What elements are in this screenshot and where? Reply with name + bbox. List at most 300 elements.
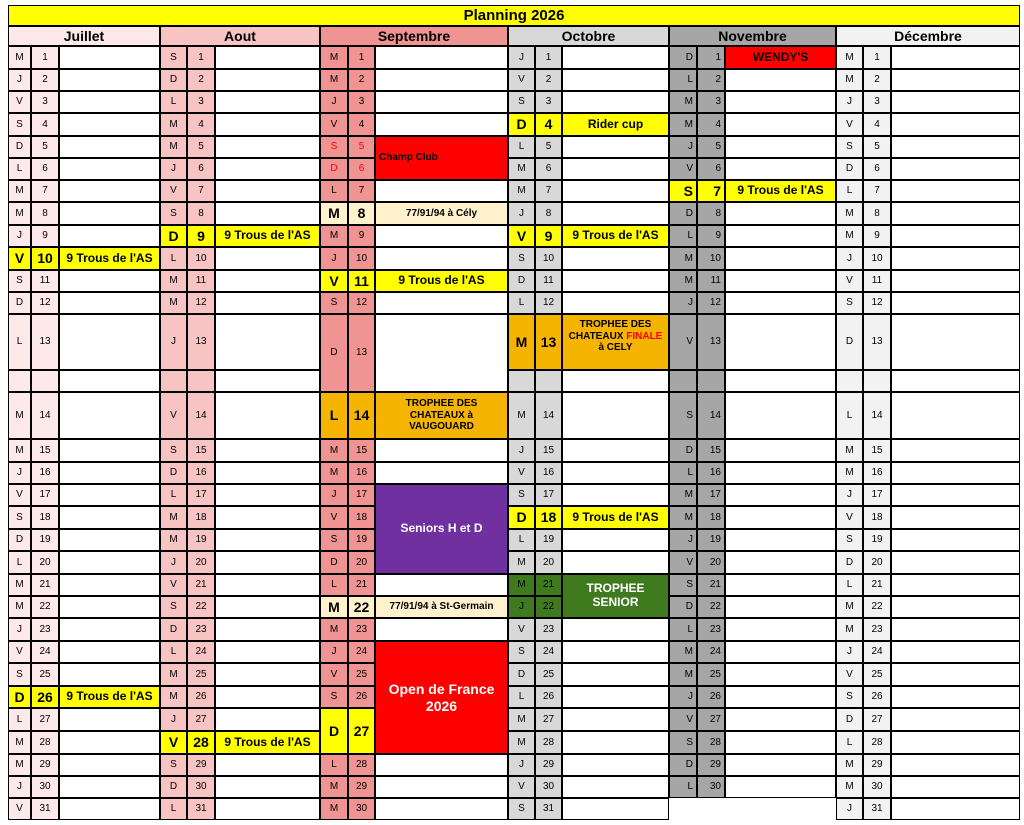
day-number-cell: 5 <box>535 136 562 158</box>
empty-event-cell <box>59 574 160 596</box>
day-number-cell: 27 <box>31 708 59 731</box>
empty-event-cell <box>891 202 1020 225</box>
empty-event-cell <box>725 91 836 113</box>
empty-event-cell <box>59 113 160 136</box>
day-number-cell: 2 <box>31 69 59 91</box>
day-number-cell: 8 <box>535 202 562 225</box>
weekday-cell: D <box>836 551 863 574</box>
weekday-cell: J <box>836 91 863 113</box>
weekday-cell: S <box>836 292 863 314</box>
weekday-cell: V <box>508 618 535 641</box>
day-number-cell: 6 <box>31 158 59 180</box>
empty-event-cell <box>562 202 669 225</box>
day-number-cell: 13 <box>697 314 725 370</box>
empty-event-cell <box>215 798 320 820</box>
day-number-cell: 12 <box>348 292 375 314</box>
empty-event-cell <box>891 113 1020 136</box>
empty-event-cell <box>725 247 836 270</box>
event-cell[interactable]: TROPHEE DES CHATEAUX à VAUGOUARD <box>375 392 508 439</box>
weekday-cell: L <box>669 776 697 798</box>
day-number-cell: 31 <box>535 798 562 820</box>
weekday-cell: S <box>160 596 187 618</box>
empty-event-cell <box>891 776 1020 798</box>
day-number-cell: 30 <box>31 776 59 798</box>
weekday-cell: V <box>320 663 348 686</box>
day-number-cell: 9 <box>348 225 375 247</box>
weekday-cell: V <box>836 506 863 529</box>
weekday-cell: V <box>508 462 535 484</box>
weekday-cell: M <box>8 439 31 462</box>
day-number-cell: 8 <box>697 202 725 225</box>
day-number-cell: 10 <box>535 247 562 270</box>
weekday-cell: L <box>8 158 31 180</box>
empty-event-cell <box>59 392 160 439</box>
weekday-cell: M <box>8 46 31 69</box>
day-number-cell: 25 <box>187 663 215 686</box>
day-number-cell: 1 <box>187 46 215 69</box>
day-number-cell: 10 <box>697 247 725 270</box>
weekday-cell: J <box>8 776 31 798</box>
empty-event-cell <box>891 754 1020 776</box>
weekday-cell: J <box>8 618 31 641</box>
day-number-cell: 18 <box>187 506 215 529</box>
weekday-cell: M <box>320 798 348 820</box>
day-number-cell: 23 <box>187 618 215 641</box>
day-number-cell: 20 <box>348 551 375 574</box>
weekday-cell: V <box>8 484 31 506</box>
empty-event-cell <box>215 439 320 462</box>
event-cell[interactable]: 9 Trous de l'AS <box>562 225 669 247</box>
empty-event-cell <box>562 618 669 641</box>
weekday-cell: S <box>160 46 187 69</box>
day-number-cell: 9 <box>31 225 59 247</box>
day-number-cell: 14 <box>31 392 59 439</box>
empty-event-cell <box>215 392 320 439</box>
day-number-cell: 30 <box>535 776 562 798</box>
weekday-cell: V <box>669 158 697 180</box>
empty-event-cell <box>215 202 320 225</box>
weekday-cell: D <box>508 506 535 529</box>
day-number-cell: 11 <box>187 270 215 292</box>
empty-event-cell <box>375 113 508 136</box>
weekday-cell: L <box>160 798 187 820</box>
day-number-cell: 11 <box>863 270 891 292</box>
weekday-cell: S <box>508 484 535 506</box>
empty-event-cell <box>562 439 669 462</box>
weekday-cell: V <box>160 731 187 754</box>
day-number-cell: 14 <box>187 392 215 439</box>
event-cell[interactable]: 9 Trous de l'AS <box>59 686 160 708</box>
empty-event-cell <box>891 529 1020 551</box>
weekday-cell: M <box>508 392 535 439</box>
weekday-cell: D <box>160 225 187 247</box>
weekday-cell: M <box>508 314 535 370</box>
event-cell[interactable]: Seniors H et D <box>375 484 508 574</box>
day-number-cell: 7 <box>187 180 215 202</box>
day-number-cell: 4 <box>863 113 891 136</box>
day-number-cell: 25 <box>535 663 562 686</box>
spacer-cell <box>508 370 535 392</box>
day-number-cell: 21 <box>535 574 562 596</box>
weekday-cell: J <box>508 439 535 462</box>
empty-event-cell <box>59 46 160 69</box>
weekday-cell: S <box>836 529 863 551</box>
weekday-cell: L <box>836 731 863 754</box>
weekday-cell: D <box>669 46 697 69</box>
weekday-cell: M <box>508 158 535 180</box>
empty-event-cell <box>375 225 508 247</box>
empty-event-cell <box>59 798 160 820</box>
weekday-cell: S <box>320 136 348 158</box>
weekday-cell: M <box>836 618 863 641</box>
event-cell[interactable]: 77/91/94 à Cély <box>375 202 508 225</box>
day-number-cell: 11 <box>535 270 562 292</box>
day-number-cell: 11 <box>348 270 375 292</box>
weekday-cell: J <box>508 596 535 618</box>
weekday-cell: J <box>508 46 535 69</box>
weekday-cell: D <box>160 618 187 641</box>
day-number-cell: 15 <box>535 439 562 462</box>
day-number-cell: 21 <box>697 574 725 596</box>
empty-event-cell <box>725 686 836 708</box>
spacer-cell <box>669 370 697 392</box>
empty-event-cell <box>375 69 508 91</box>
weekday-cell: D <box>508 113 535 136</box>
empty-event-cell <box>562 798 669 820</box>
weekday-cell: L <box>320 754 348 776</box>
weekday-cell: M <box>508 551 535 574</box>
weekday-cell: L <box>508 529 535 551</box>
day-number-cell: 16 <box>31 462 59 484</box>
day-number-cell: 20 <box>535 551 562 574</box>
day-number-cell: 27 <box>348 708 375 754</box>
empty-event-cell <box>725 113 836 136</box>
weekday-cell: J <box>160 158 187 180</box>
day-number-cell: 6 <box>535 158 562 180</box>
day-number-cell: 29 <box>535 754 562 776</box>
event-cell[interactable]: 9 Trous de l'AS <box>59 247 160 270</box>
empty-event-cell <box>891 158 1020 180</box>
weekday-cell: D <box>320 158 348 180</box>
day-number-cell: 25 <box>348 663 375 686</box>
weekday-cell: S <box>669 731 697 754</box>
weekday-cell: S <box>669 180 697 202</box>
weekday-cell: M <box>320 46 348 69</box>
empty-event-cell <box>215 158 320 180</box>
day-number-cell: 6 <box>187 158 215 180</box>
day-number-cell: 22 <box>31 596 59 618</box>
day-number-cell: 1 <box>863 46 891 69</box>
empty-event-cell <box>562 776 669 798</box>
empty-event-cell <box>215 46 320 69</box>
day-number-cell: 3 <box>535 91 562 113</box>
weekday-cell: L <box>508 686 535 708</box>
day-number-cell: 3 <box>187 91 215 113</box>
empty-event-cell <box>59 506 160 529</box>
day-number-cell: 3 <box>31 91 59 113</box>
empty-event-cell <box>562 247 669 270</box>
weekday-cell: L <box>836 392 863 439</box>
day-number-cell: 27 <box>187 708 215 731</box>
weekday-cell: J <box>836 484 863 506</box>
event-cell[interactable]: Rider cup <box>562 113 669 136</box>
weekday-cell: S <box>669 574 697 596</box>
event-label-part: TROPHEE DES CHATEAUX <box>568 319 652 342</box>
day-number-cell: 13 <box>348 314 375 392</box>
day-number-cell: 9 <box>187 225 215 247</box>
empty-event-cell <box>891 439 1020 462</box>
weekday-cell: L <box>669 462 697 484</box>
weekday-cell: M <box>320 618 348 641</box>
weekday-cell: M <box>8 754 31 776</box>
day-number-cell: 31 <box>187 798 215 820</box>
weekday-cell: J <box>320 91 348 113</box>
empty-event-cell <box>891 641 1020 663</box>
empty-event-cell <box>215 754 320 776</box>
empty-event-cell <box>59 484 160 506</box>
day-number-cell: 17 <box>697 484 725 506</box>
day-number-cell: 26 <box>31 686 59 708</box>
spacer-cell <box>863 370 891 392</box>
weekday-cell: S <box>8 663 31 686</box>
empty-event-cell <box>375 91 508 113</box>
empty-event-cell <box>725 439 836 462</box>
weekday-cell: S <box>160 202 187 225</box>
empty-event-cell <box>59 136 160 158</box>
day-number-cell: 2 <box>348 69 375 91</box>
weekday-cell: V <box>669 708 697 731</box>
empty-event-cell <box>375 776 508 798</box>
weekday-cell: V <box>8 641 31 663</box>
day-number-cell: 28 <box>348 754 375 776</box>
weekday-cell: J <box>8 462 31 484</box>
empty-event-cell <box>891 247 1020 270</box>
weekday-cell: M <box>669 113 697 136</box>
empty-event-cell <box>891 91 1020 113</box>
weekday-cell: S <box>508 91 535 113</box>
weekday-cell: J <box>508 202 535 225</box>
empty-event-cell <box>562 708 669 731</box>
day-number-cell: 17 <box>31 484 59 506</box>
weekday-cell: D <box>8 686 31 708</box>
empty-event-cell <box>562 91 669 113</box>
day-number-cell: 13 <box>31 314 59 370</box>
weekday-cell: D <box>669 202 697 225</box>
event-cell[interactable]: 9 Trous de l'AS <box>725 180 836 202</box>
day-number-cell: 12 <box>187 292 215 314</box>
event-cell[interactable] <box>562 314 669 370</box>
empty-event-cell <box>725 392 836 439</box>
empty-event-cell <box>59 270 160 292</box>
day-number-cell: 19 <box>187 529 215 551</box>
empty-event-cell <box>562 292 669 314</box>
weekday-cell: S <box>160 754 187 776</box>
month-header-juillet: Juillet <box>8 26 160 46</box>
day-number-cell: 22 <box>535 596 562 618</box>
event-cell[interactable]: 77/91/94 à St-Germain <box>375 596 508 618</box>
weekday-cell: L <box>8 551 31 574</box>
empty-event-cell <box>725 202 836 225</box>
empty-event-cell <box>891 506 1020 529</box>
empty-event-cell <box>891 686 1020 708</box>
event-cell[interactable]: 9 Trous de l'AS <box>215 731 320 754</box>
weekday-cell: M <box>160 663 187 686</box>
empty-event-cell <box>215 462 320 484</box>
empty-event-cell <box>725 225 836 247</box>
empty-event-cell <box>375 247 508 270</box>
spacer-cell <box>215 370 320 392</box>
weekday-cell: M <box>508 574 535 596</box>
day-number-cell: 31 <box>863 798 891 820</box>
day-number-cell: 10 <box>31 247 59 270</box>
weekday-cell: D <box>160 69 187 91</box>
weekday-cell: S <box>320 529 348 551</box>
day-number-cell: 3 <box>863 91 891 113</box>
empty-event-cell <box>215 506 320 529</box>
empty-event-cell <box>215 91 320 113</box>
day-number-cell: 16 <box>697 462 725 484</box>
empty-event-cell <box>215 641 320 663</box>
empty-event-cell <box>59 314 160 370</box>
day-number-cell: 19 <box>863 529 891 551</box>
empty-event-cell <box>375 439 508 462</box>
weekday-cell: M <box>836 225 863 247</box>
day-number-cell: 13 <box>535 314 562 370</box>
empty-event-cell <box>725 506 836 529</box>
day-number-cell: 15 <box>348 439 375 462</box>
empty-event-cell <box>375 292 508 314</box>
day-number-cell: 23 <box>697 618 725 641</box>
weekday-cell: L <box>160 91 187 113</box>
empty-event-cell <box>215 113 320 136</box>
empty-event-cell <box>725 551 836 574</box>
day-number-cell: 4 <box>187 113 215 136</box>
event-cell[interactable]: 9 Trous de l'AS <box>215 225 320 247</box>
day-number-cell: 23 <box>31 618 59 641</box>
day-number-cell: 29 <box>31 754 59 776</box>
empty-event-cell <box>891 484 1020 506</box>
day-number-cell: 25 <box>697 663 725 686</box>
weekday-cell: M <box>669 506 697 529</box>
month-header-novembre: Novembre <box>669 26 836 46</box>
weekday-cell: L <box>320 180 348 202</box>
empty-event-cell <box>891 596 1020 618</box>
event-cell[interactable]: 9 Trous de l'AS <box>562 506 669 529</box>
weekday-cell: M <box>320 69 348 91</box>
empty-event-cell <box>59 91 160 113</box>
empty-event-cell <box>215 69 320 91</box>
day-number-cell: 23 <box>535 618 562 641</box>
weekday-cell: M <box>508 731 535 754</box>
empty-event-cell <box>891 136 1020 158</box>
weekday-cell: L <box>320 392 348 439</box>
weekday-cell: M <box>669 663 697 686</box>
event-cell[interactable]: TROPHEE SENIOR <box>562 574 669 618</box>
day-number-cell: 30 <box>697 776 725 798</box>
weekday-cell: L <box>160 484 187 506</box>
day-number-cell: 10 <box>187 247 215 270</box>
empty-event-cell <box>215 596 320 618</box>
weekday-cell: L <box>836 574 863 596</box>
weekday-cell: D <box>836 314 863 370</box>
day-number-cell: 22 <box>697 596 725 618</box>
day-number-cell: 9 <box>697 225 725 247</box>
empty-event-cell <box>891 618 1020 641</box>
weekday-cell: S <box>160 439 187 462</box>
weekday-cell: M <box>320 462 348 484</box>
empty-event-cell <box>375 754 508 776</box>
empty-event-cell <box>375 574 508 596</box>
day-number-cell: 25 <box>863 663 891 686</box>
weekday-cell: S <box>508 798 535 820</box>
day-number-cell: 22 <box>348 596 375 618</box>
day-number-cell: 8 <box>187 202 215 225</box>
weekday-cell: M <box>836 754 863 776</box>
weekday-cell: J <box>320 484 348 506</box>
day-number-cell: 24 <box>31 641 59 663</box>
weekday-cell: M <box>669 270 697 292</box>
day-number-cell: 1 <box>535 46 562 69</box>
empty-event-cell <box>215 314 320 370</box>
weekday-cell: M <box>160 292 187 314</box>
weekday-cell: M <box>8 574 31 596</box>
day-number-cell: 8 <box>31 202 59 225</box>
day-number-cell: 24 <box>187 641 215 663</box>
day-number-cell: 15 <box>31 439 59 462</box>
day-number-cell: 21 <box>187 574 215 596</box>
weekday-cell: M <box>160 506 187 529</box>
day-number-cell: 28 <box>187 731 215 754</box>
day-number-cell: 4 <box>535 113 562 136</box>
weekday-cell: V <box>8 798 31 820</box>
event-cell[interactable]: Open de France 2026 <box>375 641 508 754</box>
event-cell[interactable]: Champ Club <box>375 136 508 180</box>
weekday-cell: J <box>669 292 697 314</box>
day-number-cell: 26 <box>535 686 562 708</box>
day-number-cell: 24 <box>348 641 375 663</box>
weekday-cell: L <box>8 708 31 731</box>
weekday-cell: M <box>320 596 348 618</box>
empty-event-cell <box>562 158 669 180</box>
weekday-cell: M <box>508 708 535 731</box>
weekday-cell: L <box>508 136 535 158</box>
event-cell[interactable]: WENDY'S <box>725 46 836 69</box>
day-number-cell: 15 <box>863 439 891 462</box>
spacer-cell <box>160 370 187 392</box>
day-number-cell: 14 <box>697 392 725 439</box>
empty-event-cell <box>725 270 836 292</box>
day-number-cell: 24 <box>697 641 725 663</box>
weekday-cell: D <box>836 158 863 180</box>
empty-event-cell <box>891 292 1020 314</box>
day-number-cell: 2 <box>863 69 891 91</box>
event-cell[interactable]: 9 Trous de l'AS <box>375 270 508 292</box>
day-number-cell: 19 <box>535 529 562 551</box>
empty-event-cell <box>215 484 320 506</box>
spacer-cell <box>891 370 1020 392</box>
day-number-cell: 29 <box>187 754 215 776</box>
spacer-cell <box>836 370 863 392</box>
day-number-cell: 14 <box>535 392 562 439</box>
day-number-cell: 23 <box>863 618 891 641</box>
month-header-octobre: Octobre <box>508 26 669 46</box>
empty-event-cell <box>891 798 1020 820</box>
empty-event-cell <box>562 46 669 69</box>
day-number-cell: 7 <box>31 180 59 202</box>
weekday-cell: S <box>8 506 31 529</box>
empty-event-cell <box>725 754 836 776</box>
weekday-cell: M <box>160 529 187 551</box>
